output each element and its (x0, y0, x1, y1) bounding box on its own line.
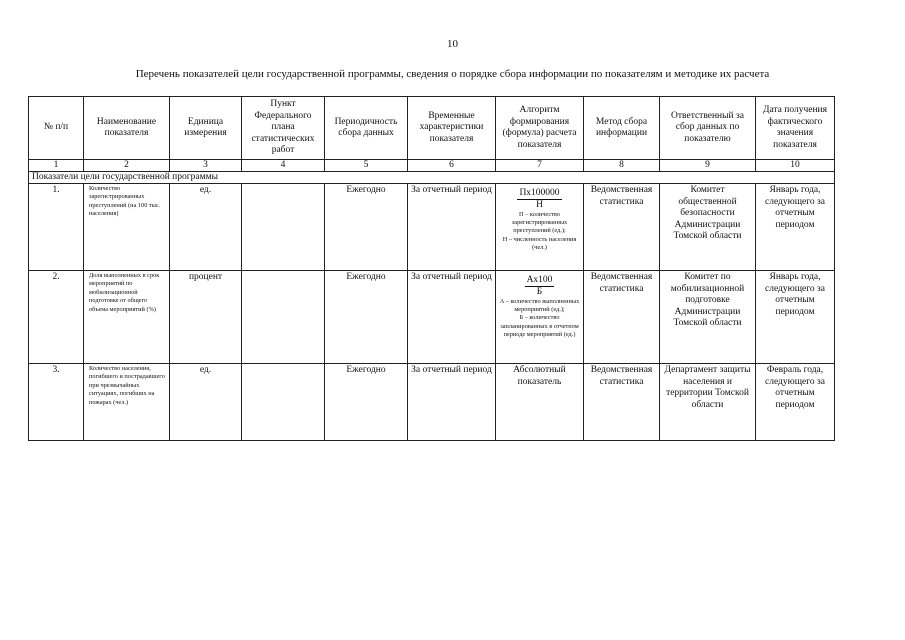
date-cell: Февраль года, следующего за отчетным периодом (756, 364, 835, 441)
formula-description: А – количество выполненных мероприятий (ед.); (499, 298, 580, 314)
periodicity-cell: Ежегодно (325, 364, 408, 441)
formula-description: Н – численность населения (чел.) (502, 235, 577, 251)
header-cell-date: Дата получения фактического значения показателя (756, 97, 835, 160)
periodicity-cell: Ежегодно (325, 271, 408, 364)
plan-item-cell (242, 184, 325, 271)
header-cell-num: № п/п (29, 97, 84, 160)
method-cell: Ведомственная статистика (584, 364, 660, 441)
header-cell-periodicity: Периодичность сбора данных (325, 97, 408, 160)
row-number: 2. (29, 271, 84, 364)
time-cell: За отчетный период (408, 364, 496, 441)
plan-item-cell (242, 271, 325, 364)
row-number: 3. (29, 364, 84, 441)
column-number: 7 (496, 160, 584, 172)
time-cell: За отчетный период (408, 184, 496, 271)
indicator-name: Количество зарегистрированных преступлений (на 100 тыс. населения) (84, 184, 170, 271)
column-number: 2 (84, 160, 170, 172)
column-number-row (29, 160, 835, 172)
column-number: 5 (325, 160, 408, 172)
column-number: 9 (660, 160, 756, 172)
periodicity-cell: Ежегодно (325, 184, 408, 271)
formula-description: П – количество зарегистрированных преступлений (ед.); (511, 211, 568, 235)
page-number: 10 (447, 38, 458, 50)
date-cell: Январь года, следующего за отчетным периодом (756, 271, 835, 364)
formula-cell (496, 271, 584, 364)
formula-denominator: Б (536, 287, 543, 297)
responsible-cell: Департамент защиты населения и территории Томской области (660, 364, 756, 441)
time-cell: За отчетный период (408, 271, 496, 364)
table-row (29, 271, 835, 364)
formula-denominator: Н (536, 200, 543, 210)
method-cell: Ведомственная статистика (584, 271, 660, 364)
table-row (29, 364, 835, 441)
responsible-cell: Комитет общественной безопасности Администрации Томской области (660, 184, 756, 271)
header-cell-unit: Единица измерения (170, 97, 242, 160)
header-cell-time: Временные характеристики показателя (408, 97, 496, 160)
header-cell-method: Метод сбора информации (584, 97, 660, 160)
table-row (29, 184, 835, 271)
unit-cell: ед. (170, 184, 242, 271)
formula-numerator: Ах100 (526, 275, 553, 285)
column-number: 10 (756, 160, 835, 172)
formula-cell: Абсолютный показатель (496, 364, 584, 441)
indicator-name: Количество населения, погибшего и пострадавшего при чрезвычайных ситуациях, погибших на пожарах (чел.) (84, 364, 170, 441)
formula-description: Б – количество запланированных в отчетном периоде мероприятий (ед.) (500, 314, 579, 338)
date-cell: Январь года, следующего за отчетным периодом (756, 184, 835, 271)
indicators-table (28, 96, 835, 441)
unit-cell: процент (170, 271, 242, 364)
method-cell: Ведомственная статистика (584, 184, 660, 271)
header-cell-name: Наименование показателя (84, 97, 170, 160)
header-cell-formula: Алгоритм формирования (формула) расчета показателя (496, 97, 584, 160)
section-label: Показатели цели государственной программы (29, 172, 835, 184)
row-number: 1. (29, 184, 84, 271)
column-number: 8 (584, 160, 660, 172)
formula-numerator: Пх100000 (519, 188, 560, 198)
column-number: 6 (408, 160, 496, 172)
formula-cell (496, 184, 584, 271)
unit-cell: ед. (170, 364, 242, 441)
indicator-name: Доля выполненных в срок мероприятий по мобилизационной подготовке от общего объема мероприятий (%) (84, 271, 170, 364)
header-row (29, 97, 835, 160)
column-number: 1 (29, 160, 84, 172)
document-title: Перечень показателей цели государственной программы, сведения о порядке сбора информации по показателям и методике их расчета (135, 68, 770, 80)
plan-item-cell (242, 364, 325, 441)
column-number: 4 (242, 160, 325, 172)
header-cell-plan-item: Пункт Федерального плана статистических работ (242, 97, 325, 160)
column-number: 3 (170, 160, 242, 172)
responsible-cell: Комитет по мобилизационной подготовке Администрации Томской области (660, 271, 756, 364)
section-row (29, 172, 835, 184)
header-cell-responsible: Ответственный за сбор данных по показателю (660, 97, 756, 160)
